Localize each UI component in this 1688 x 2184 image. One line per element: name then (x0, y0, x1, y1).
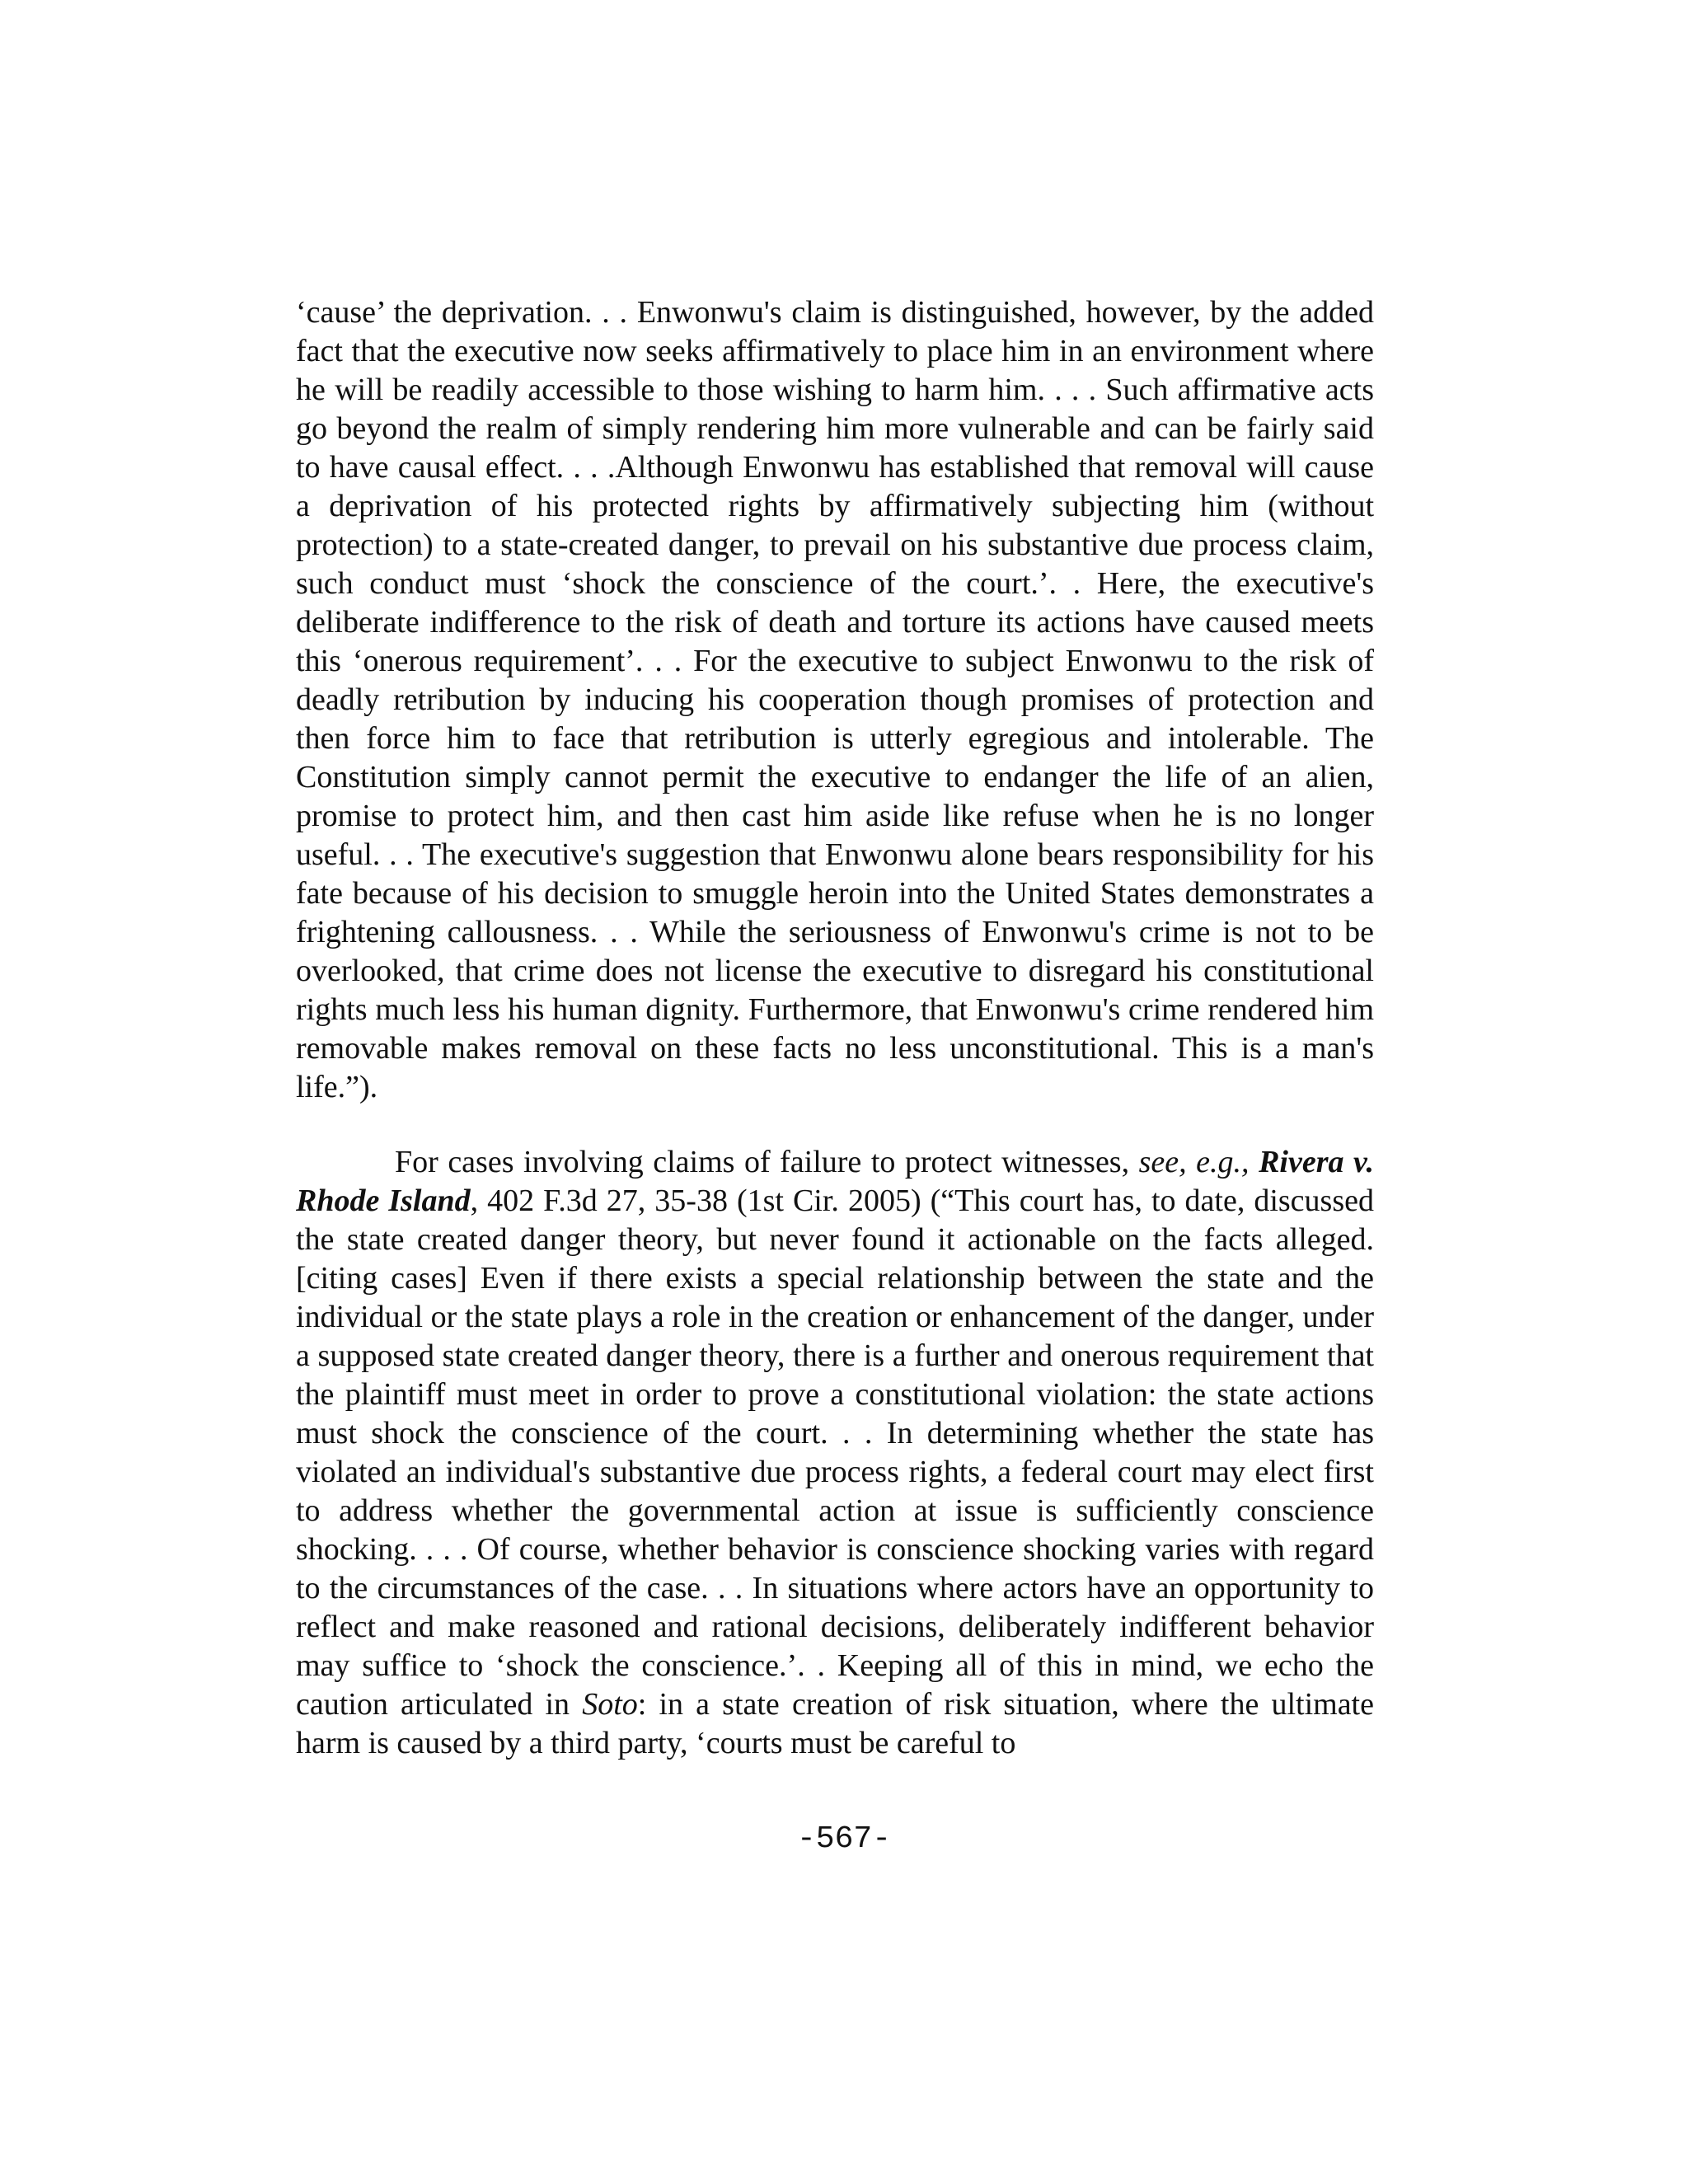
page-number: -567- (796, 1821, 892, 1857)
paragraph-ending: : in a state creation of risk situation, where the ultimate harm is caused by a third party, ‘courts must be careful to (296, 1687, 1374, 1760)
paragraph-intro: For cases involving claims of failure to protect witnesses, (395, 1145, 1139, 1179)
case-citation-text: , 402 F.3d 27, 35-38 (1st Cir. 2005) (“This court has, to date, discussed the state created danger theory, but never found it actionable on the facts alleged. [citing cases] Even if there exists a special relationship between the state and the individual or the state plays a role in the creation or enhancement of the danger, under a supposed state created danger theory, there is a further and onerous requirement that the plaintiff must meet in order to prove a constitutional violation: the state actions must shock the conscience of the court. . . In determining whether the state has violated an individual's substantive due process rights, a federal court may elect first to address whether the governmental action at issue is sufficiently conscience shocking. . . . Of course, whether behavior is conscience shocking varies with regard to the circumstances of the case. . . In situations where actors have an opportunity to reflect and make reasoned and rational decisions, deliberately indifferent behavior may suffice to ‘shock the conscience.’. . Keeping all of this in mind, we echo the caution articulated in (296, 1183, 1374, 1722)
rivera-case-paragraph (296, 1143, 1374, 1763)
citation-signal: see, e.g., (1138, 1145, 1250, 1179)
soto-case-reference: Soto (582, 1687, 638, 1722)
case-name: Rivera v. Rhode Island (296, 1145, 1374, 1218)
quote-continuation-paragraph: ‘cause’ the deprivation. . . Enwonwu's claim is distinguished, however, by the added fact that the executive now seeks affirmatively to place him in an environment where he will be readily accessible to those wishing to harm him. . . . Such affirmative acts go beyond the realm of simply rendering him more vulnerable and can be fairly said to have causal effect. . . .Although Enwonwu has established that removal will cause a deprivation of his protected rights by affirmatively subjecting him (without protection) to a state-created danger, to prevail on his substantive due process claim, such conduct must ‘shock the conscience of the court.’. . Here, the executive's deliberate indifference to the risk of death and torture its actions have caused meets this ‘onerous requirement’. . . For the executive to subject Enwonwu to the risk of deadly retribution by inducing his cooperation though promises of protection and then force him to face that retribution is utterly egregious and intolerable. The Constitution simply cannot permit the executive to endanger the life of an alien, promise to protect him, and then cast him aside like refuse when he is no longer useful. . . The executive's suggestion that Enwonwu alone bears responsibility for his fate because of his decision to smuggle heroin into the United States demonstrates a frightening callousness. . . While the seriousness of Enwonwu's crime is not to be overlooked, that crime does not license the executive to disregard his constitutional rights much less his human dignity. Furthermore, that Enwonwu's crime rendered him removable makes removal on these facts no less unconstitutional. This is a man's life.”). (296, 295, 1374, 1104)
signal-space (1250, 1145, 1259, 1179)
